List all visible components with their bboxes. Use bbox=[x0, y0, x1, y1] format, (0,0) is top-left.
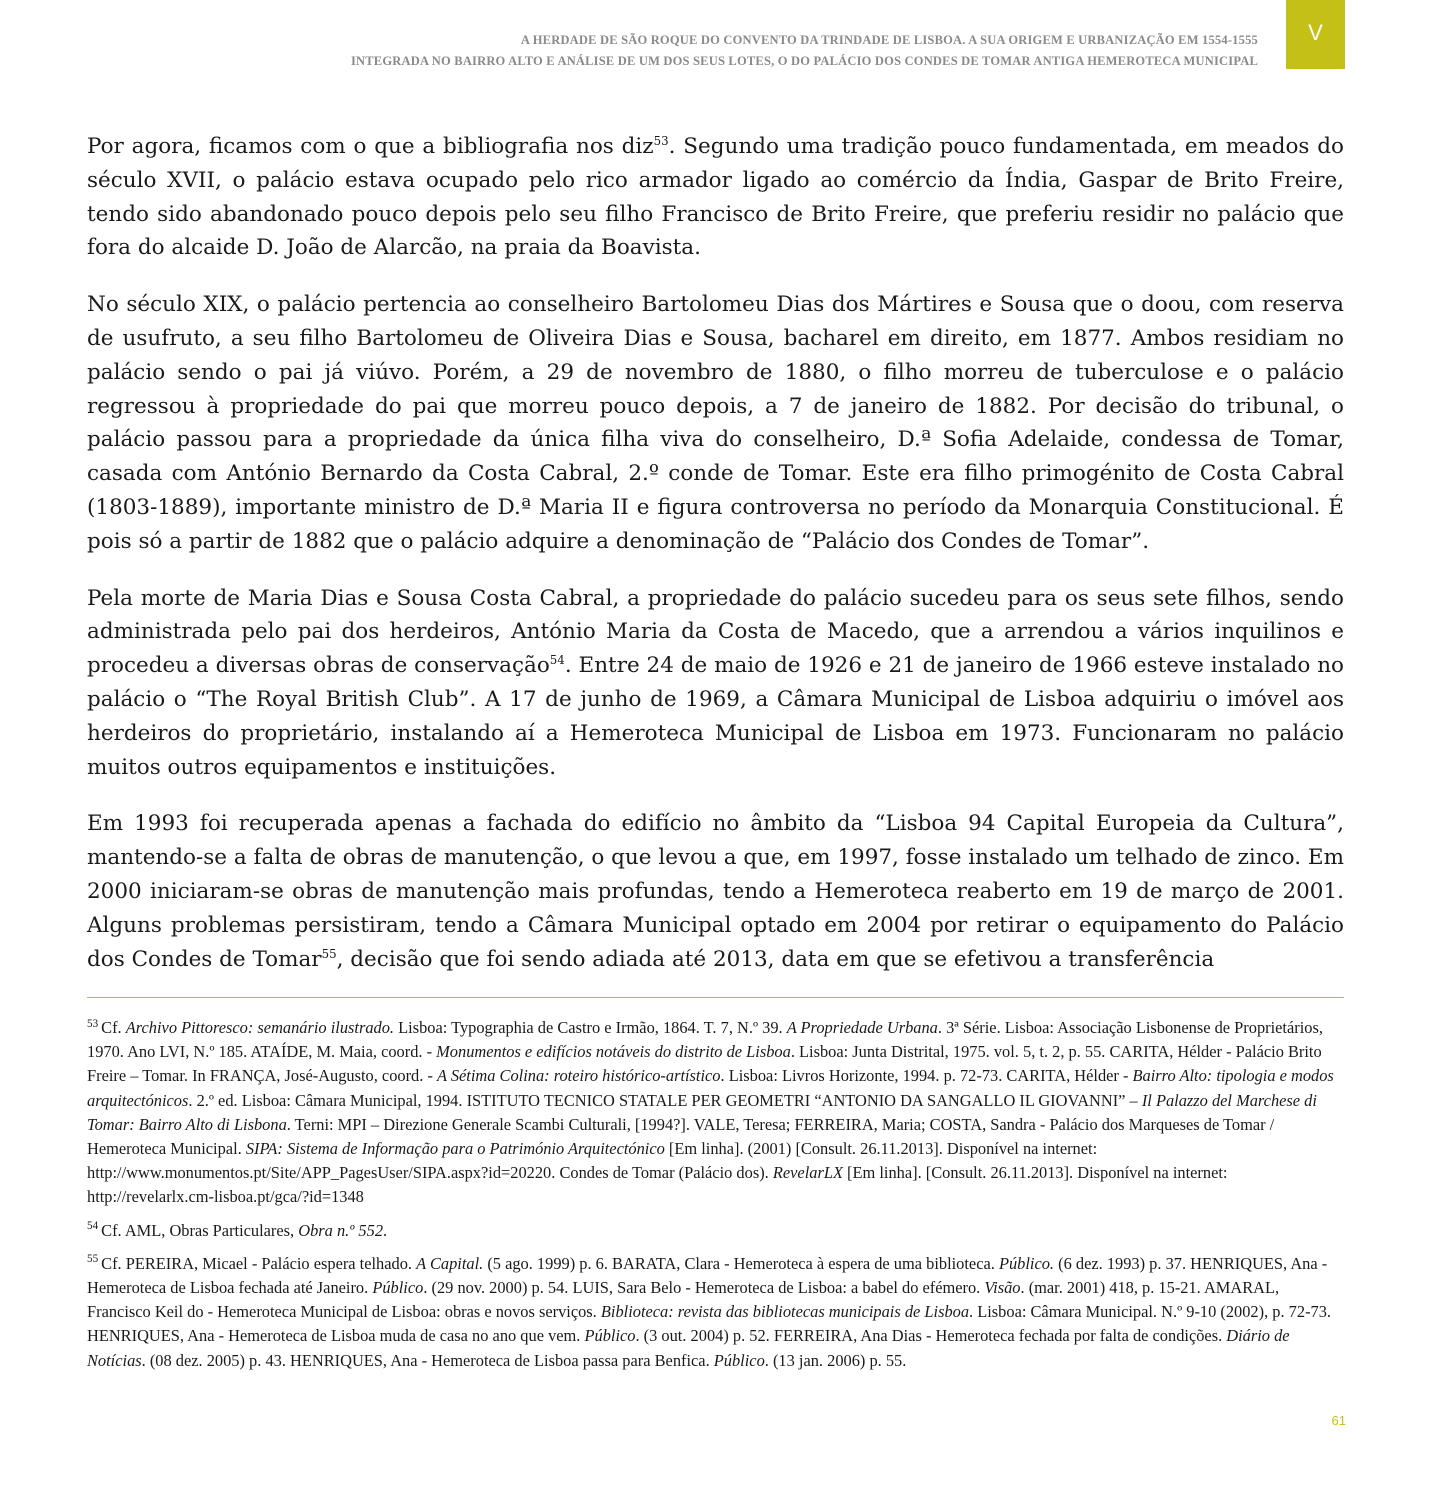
footnote-title: Visão bbox=[984, 1278, 1021, 1298]
footnote-ref-55[interactable]: 55 bbox=[321, 946, 337, 961]
paragraph-4 bbox=[87, 807, 1344, 976]
footnote-text: . bbox=[383, 1220, 388, 1240]
footnote-text: . (mar. 2001) 418, p. 15-21. AMARAL, Francisco Keil do - Hemeroteca Municipal de Lisboa: obras e novos serviços. bbox=[87, 1278, 1280, 1322]
paragraph-text: Por agora, ficamos com o que a bibliografia nos diz bbox=[87, 134, 654, 159]
chapter-badge: V bbox=[1286, 0, 1345, 69]
footnote-text: Lisboa: Typographia de Castro e Irmão, 1864. T. 7, N.º 39. bbox=[394, 1018, 787, 1037]
running-header-line-1: A HERDADE DE SÃO ROQUE DO CONVENTO DA TRINDADE DE LISBOA. A SUA ORIGEM E URBANIZAÇÃO EM 1554-1555 bbox=[520, 33, 1258, 47]
paragraph-text: Em 1993 foi recuperada apenas a fachada do edifício no âmbito da “Lisboa 94 Capital Europeia da Cultura”, mantendo-se a falta de obras de manutenção, o que levou a que, em 1997, fosse instalado um telhado de zinco. Em 2000 iniciaram-se obras de manutenção mais profundas, tendo a Hemeroteca reaberto em 19 de março de 2001. Alguns problemas persistiram, tendo a Câmara Municipal optado em 2004 por retirar o equipamento do Palácio dos Condes de Tomar bbox=[87, 811, 1344, 972]
footnote-text: . Lisboa: Livros Horizonte, 1994. p. 72-73. CARITA, Hélder - bbox=[720, 1066, 1133, 1086]
footnote-text: . (13 jan. 2006) p. 55. bbox=[764, 1350, 907, 1370]
paragraph-text: . Segundo uma tradição pouco fundamentada, em meados do século XVII, o palácio estava ocupado pelo rico armador ligado ao comércio da Índia, Gaspar de Brito Freire, tendo sido abandonado pouco depois pelo seu filho Francisco de Brito Freire, que preferiu residir no palácio que fora do alcaide D. João de Alarcão, na praia da Boavista. bbox=[87, 134, 1344, 261]
page-number: 61 bbox=[1331, 1413, 1346, 1428]
paragraph-text: , decisão que foi sendo adiada até 2013, data em que se efetivou a transferência bbox=[336, 946, 1215, 972]
footnote-number: 55 bbox=[87, 1253, 99, 1266]
footnote-ref-54[interactable]: 54 bbox=[549, 653, 565, 667]
footnotes bbox=[87, 1016, 1344, 1382]
footnote-title: Público bbox=[372, 1278, 424, 1298]
running-header bbox=[158, 30, 1258, 72]
footnote-text: (5 ago. 1999) p. 6. BARATA, Clara - Hemeroteca à espera de uma biblioteca. bbox=[483, 1253, 999, 1273]
paragraph-text: No século XIX, o palácio pertencia ao conselheiro Bartolomeu Dias dos Mártires e Sousa que o doou, com reserva de usufruto, a seu filho Bartolomeu de Oliveira Dias e Sousa, bacharel em direito, em 1877. Ambos residiam no palácio sendo o pai já viúvo. Porém, a 29 de novembro de 1880, o filho morreu de tuberculose e o palácio regressou à propriedade do pai que morreu pouco depois, a 7 de janeiro de 1882. Por decisão do tribunal, o palácio passou para a propriedade da única filha viva do conselheiro, D.ª Sofia Adelaide, condessa de Tomar, casada com António Bernardo da Costa Cabral, 2.º conde de Tomar. Este era filho primogénito de Costa Cabral (1803-1889), importante ministro de D.ª Maria II e figura controversa no período da Monarquia Constitucional. É pois só a partir de 1882 que o palácio adquire a denominação de “Palácio dos Condes de Tomar”. bbox=[87, 292, 1344, 554]
footnote-text: . Terni: MPI – Direzione Generale Scambi Culturali, [1994?]. VALE, Teresa; FERREIRA, Maria; COSTA, Sandra - Palácio dos Marqueses de Tomar / Hemeroteca Municipal. bbox=[87, 1114, 1275, 1159]
paragraph-text: Pela morte de Maria Dias e Sousa Costa Cabral, a propriedade do palácio sucedeu para os seus sete filhos, sendo administrada pelo pai dos herdeiros, António Maria da Costa de Macedo, que a arrendou a vários inquilinos e procedeu a diversas obras de conservação bbox=[87, 585, 1344, 679]
footnote-title: Público bbox=[713, 1350, 765, 1370]
footnote-title: RevelarLX bbox=[772, 1163, 843, 1183]
footnote-text: . (29 nov. 2000) p. 54. LUIS, Sara Belo - Hemeroteca de Lisboa: a babel do efémero. bbox=[423, 1278, 985, 1298]
paragraph-text: . Entre 24 de maio de 1926 e 21 de janeiro de 1966 esteve instalado no palácio o “The Royal British Club”. A 17 de junho de 1969, a Câmara Municipal de Lisboa adquiriu o imóvel aos herdeiros do proprietário, instalando aí a Hemeroteca Municipal de Lisboa em 1973. Funcionaram no palácio muitos outros equipamentos e instituições. bbox=[87, 653, 1344, 780]
footnote-number: 53 bbox=[87, 1017, 99, 1030]
footnote-title: Público bbox=[584, 1326, 636, 1346]
footnote-text: Cf. bbox=[101, 1018, 126, 1037]
footnote-title: Obra n.º 552 bbox=[298, 1220, 384, 1240]
footnote-title: Archivo Pittoresco: semanário ilustrado. bbox=[125, 1018, 395, 1037]
footnote-title: A Capital. bbox=[416, 1253, 484, 1273]
footnote-title: Il Palazzo del Marchese di Tomar: Bairro Alto di Lisbona bbox=[87, 1090, 1317, 1134]
footnote-title: Biblioteca: revista das bibliotecas municipais de Lisboa bbox=[600, 1302, 970, 1322]
footnote-text: . (3 out. 2004) p. 52. FERREIRA, Ana Dias - Hemeroteca fechada por falta de condições. bbox=[635, 1326, 1227, 1346]
footnote-ref-53[interactable]: 53 bbox=[653, 133, 669, 148]
paragraph-1 bbox=[87, 130, 1344, 265]
footnote-divider bbox=[87, 997, 1344, 998]
footnote-title: Bairro Alto: tipologia e modos arquitectónicos bbox=[87, 1066, 1334, 1110]
footnote-text: . 3ª Série. Lisboa: Associação Lisbonense de Proprietários, 1970. Ano LVI, N.º 185. ATAÍDE, M. Maia, coord. - bbox=[87, 1018, 1323, 1062]
footnote-title: A Sétima Colina: roteiro histórico-artístico bbox=[437, 1066, 721, 1086]
footnote-title: Diário de Notícias bbox=[87, 1326, 1290, 1370]
footnote-text: [Em linha]. [Consult. 26.11.2013]. Disponível na internet: http://revelarlx.cm-lisboa.pt/gca/?id=1348 bbox=[87, 1163, 1228, 1207]
footnote-text: . 2.º ed. Lisboa: Câmara Municipal, 1994. ISTITUTO TECNICO STATALE PER GEOMETRI “ANTONIO DA SANGALLO IL GIOVANNI” – bbox=[188, 1090, 1142, 1110]
footnote-title: Público. bbox=[998, 1253, 1055, 1273]
paragraph-2 bbox=[87, 288, 1344, 558]
footnote-title: Monumentos e edifícios notáveis do distrito de Lisboa bbox=[436, 1042, 791, 1062]
footnote-text: . Lisboa: Câmara Municipal. N.º 9-10 (2002), p. 72-73. HENRIQUES, Ana - Hemeroteca de Lisboa muda de casa no ano que vem. bbox=[87, 1302, 1332, 1346]
footnote-text: . Lisboa: Junta Distrital, 1975. vol. 5, t. 2, p. 55. CARITA, Hélder - Palácio Brito Freire – Tomar. In FRANÇA, José-Augusto, coord. - bbox=[87, 1042, 1322, 1086]
footnote-number: 54 bbox=[87, 1220, 99, 1233]
body-text bbox=[87, 130, 1344, 999]
footnote-title: SIPA: Sistema de Informação para o Património Arquitectónico bbox=[245, 1139, 665, 1159]
footnote-54 bbox=[87, 1219, 1344, 1243]
footnote-text: [Em linha]. (2001) [Consult. 26.11.2013]. Disponível na internet: http://www.monumentos.pt/Site/APP_PagesUser/SIPA.aspx?id=20220. Condes de Tomar (Palácio dos). bbox=[87, 1139, 1098, 1183]
footnote-text: Cf. PEREIRA, Micael - Palácio espera telhado. bbox=[101, 1253, 417, 1273]
footnote-text: (6 dez. 1993) p. 37. HENRIQUES, Ana - Hemeroteca de Lisboa fechada até Janeiro. bbox=[87, 1253, 1328, 1298]
paragraph-3 bbox=[87, 582, 1344, 785]
footnote-text: Cf. AML, Obras Particulares, bbox=[101, 1220, 299, 1240]
footnote-55 bbox=[87, 1252, 1344, 1373]
footnote-text: . (08 dez. 2005) p. 43. HENRIQUES, Ana - Hemeroteca de Lisboa passa para Benfica. bbox=[141, 1350, 714, 1370]
footnote-53 bbox=[87, 1016, 1344, 1210]
running-header-line-2: INTEGRADA NO BAIRRO ALTO E ANÁLISE DE UM DOS SEUS LOTES, O DO PALÁCIO DOS CONDES DE TOMAR ANTIGA HEMEROTECA MUNICIPAL bbox=[350, 54, 1258, 68]
footnote-title: A Propriedade Urbana bbox=[786, 1018, 938, 1037]
